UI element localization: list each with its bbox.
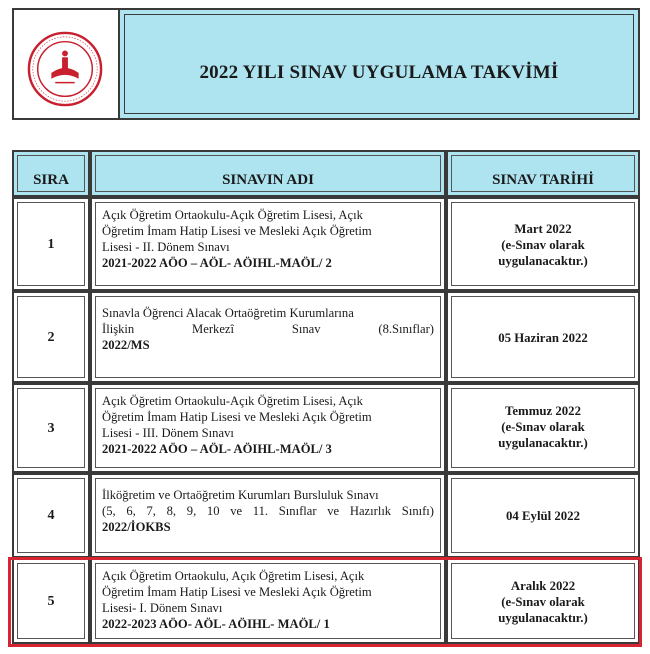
exam-code: 2022-2023 AÖO- AÖL- AÖIHL- MAÖL/ 1 [102,617,330,631]
exam-description: İlköğretim ve Ortaöğretim Kurumları Bursluluk Sınavı (5, 6, 7, 8, 9, 10 ve 11. Sınıflar ve Hazırlık Sınıfı) 2022/İOKBS [102,488,434,534]
table-row [12,197,640,291]
row-number: 5 [47,594,55,609]
exam-code: 2022/İOKBS [102,520,171,534]
exam-code: 2021-2022 AÖO – AÖL- AÖIHL-MAÖL/ 3 [102,442,332,456]
exam-date: Temmuz 2022 (e-Sınav olarak uygulanacaktır.) [498,404,588,450]
title-cell [118,8,640,120]
exam-date: Mart 2022 (e-Sınav olarak uygulanacaktır.) [498,222,588,268]
logo-cell [12,8,118,120]
exam-description: Açık Öğretim Ortaokulu-Açık Öğretim Lisesi, Açık Öğretim İmam Hatip Lisesi ve Mesleki Açık Öğretim Lisesi - III. Dönem Sınavı 2021-2022 AÖO – AÖL- AÖIHL-MAÖL/ 3 [102,393,434,457]
table-row [12,291,640,383]
exam-date: 04 Eylül 2022 [506,509,580,523]
header-banner [12,8,640,120]
row-number: 3 [47,421,55,436]
column-header-sinavin-adi: SINAVIN ADI [222,172,314,188]
exam-date: 05 Haziran 2022 [498,331,588,345]
exam-description: Sınavla Öğrenci Alacak Ortaöğretim Kurumlarına İlişkin Merkezî Sınav (8.Sınıflar) 2022/MS [102,306,434,352]
exam-date: Aralık 2022 (e-Sınav olarak uygulanacaktır.) [498,579,588,625]
row-number: 2 [47,330,55,345]
table-row [12,473,640,558]
table-header-row [12,150,640,197]
table-row [12,383,640,473]
exam-code: 2021-2022 AÖO – AÖL- AÖIHL-MAÖL/ 2 [102,256,332,270]
column-header-sira: SIRA [33,172,69,188]
table-row [12,558,640,644]
row-number: 1 [47,237,55,252]
column-header-sinav-tarihi: SINAV TARİHİ [492,172,594,188]
exam-description: Açık Öğretim Ortaokulu, Açık Öğretim Lisesi, Açık Öğretim İmam Hatip Lisesi ve Mesleki Açık Öğretim Lisesi- I. Dönem Sınavı 2022-2023 AÖO- AÖL- AÖIHL- MAÖL/ 1 [102,568,434,632]
page-title: 2022 YILI SINAV UYGULAMA TAKVİMİ [199,62,559,83]
row-number: 4 [47,508,55,523]
exam-description: Açık Öğretim Ortaokulu-Açık Öğretim Lisesi, Açık Öğretim İmam Hatip Lisesi ve Mesleki Açık Öğretim Lisesi - II. Dönem Sınavı 2021-2022 AÖO – AÖL- AÖIHL-MAÖL/ 2 [102,207,434,271]
meb-seal-logo-icon [26,30,104,108]
exam-code: 2022/MS [102,338,150,352]
